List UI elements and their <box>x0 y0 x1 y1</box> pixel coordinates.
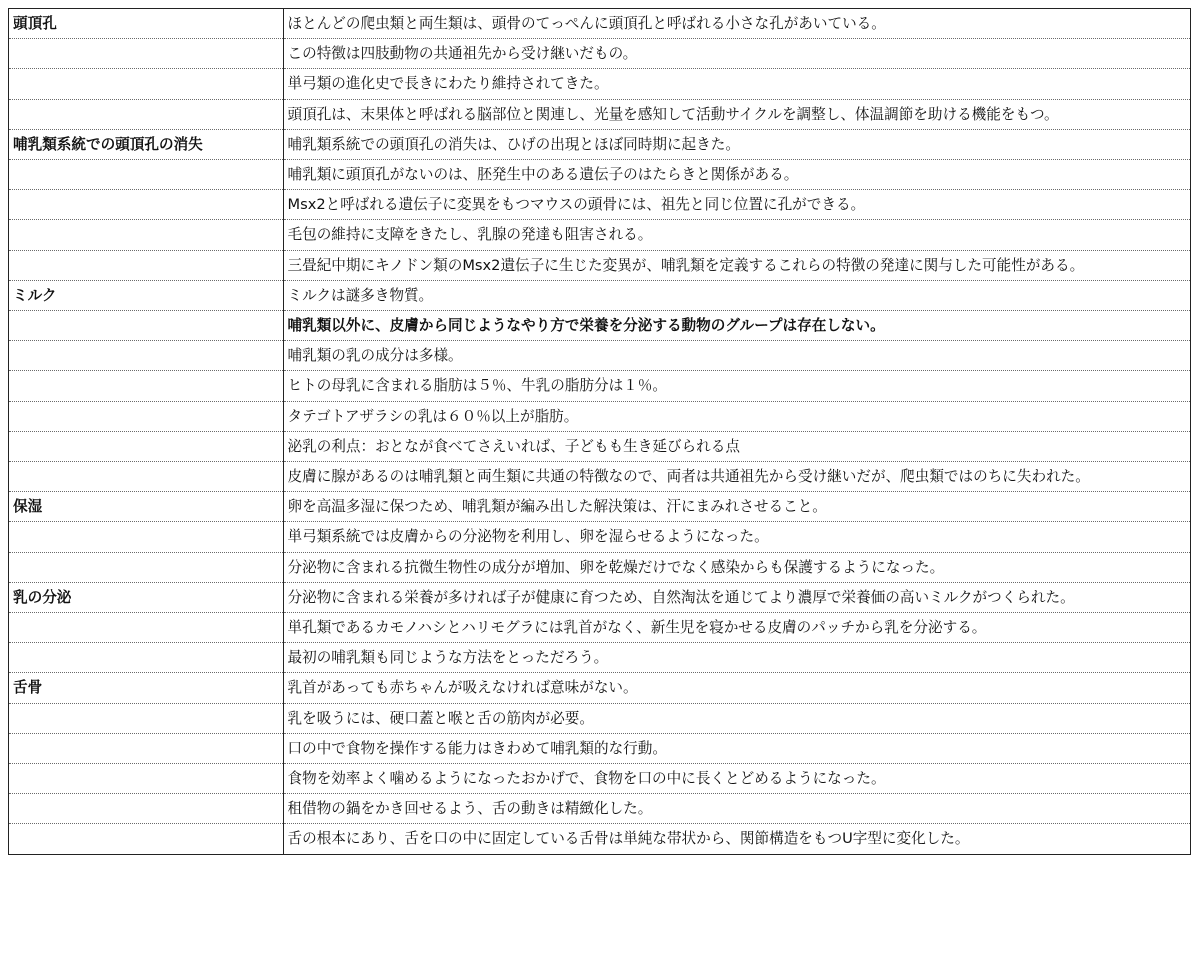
note-cell: 泌乳の利点：おとなが食べてさえいれば、子どもも生き延びられる点 <box>283 431 1190 461</box>
topic-cell <box>9 371 283 401</box>
note-cell: 頭頂孔は、末果体と呼ばれる脳部位と関連し、光量を感知して活動サイクルを調整し、体温調節を助ける機能をもつ。 <box>283 99 1190 129</box>
topic-cell <box>9 794 283 824</box>
topic-cell <box>9 311 283 341</box>
note-cell: タテゴトアザラシの乳は６０％以上が脂肪。 <box>283 401 1190 431</box>
table-row <box>9 794 1190 824</box>
table-row <box>9 9 1190 39</box>
notes-sheet <box>8 8 1191 855</box>
topic-cell <box>9 69 283 99</box>
note-cell: 皮膚に腺があるのは哺乳類と両生類に共通の特徴なので、両者は共通祖先から受け継いだが、爬虫類ではのちに失われた。 <box>283 462 1190 492</box>
table-row <box>9 552 1190 582</box>
note-cell: 食物を効率よく噛めるようになったおかげで、食物を口の中に長くとどめるようになった。 <box>283 764 1190 794</box>
note-cell: 舌の根本にあり、舌を口の中に固定している舌骨は単純な帯状から、関節構造をもつU字型に変化した。 <box>287 830 970 848</box>
table-row <box>9 703 1190 733</box>
note-cell: 卵を高温多湿に保つため、哺乳類が編み出した解決策は、汗にまみれさせること。 <box>283 492 1190 522</box>
topic-cell: 乳の分泌 <box>9 582 283 612</box>
topic-cell <box>9 39 283 69</box>
note-cell: Msx2と呼ばれる遺伝子に変異をもつマウスの頭骨には、祖先と同じ位置に孔ができる。 <box>283 190 1190 220</box>
note-cell: 毛包の維持に支障をきたし、乳腺の発達も阻害される。 <box>283 220 1190 250</box>
topic-cell: 保湿 <box>9 492 283 522</box>
table-row <box>9 431 1190 461</box>
note-cell: 乳を吸うには、硬口蓋と喉と舌の筋肉が必要。 <box>283 703 1190 733</box>
notes-table <box>9 9 1190 854</box>
topic-cell <box>9 643 283 673</box>
topic-cell <box>9 522 283 552</box>
note-cell: 哺乳類の乳の成分は多様。 <box>283 341 1190 371</box>
note-cell: 哺乳類以外に、皮膚から同じようなやり方で栄養を分泌する動物のグループは存在しない。 <box>283 311 1190 341</box>
table-row <box>9 764 1190 794</box>
topic-cell <box>9 220 283 250</box>
note-cell: 口の中で食物を操作する能力はきわめて哺乳類的な行動。 <box>283 733 1190 763</box>
table-row <box>9 250 1190 280</box>
topic-cell <box>9 160 283 190</box>
note-cell: ほとんどの爬虫類と両生類は、頭骨のてっぺんに頭頂孔と呼ばれる小さな孔があいている。 <box>283 9 1190 39</box>
table-row <box>9 462 1190 492</box>
table-row <box>9 522 1190 552</box>
note-cell: 哺乳類系統での頭頂孔の消失は、ひげの出現とほぼ同時期に起きた。 <box>283 129 1190 159</box>
table-row <box>9 99 1190 129</box>
note-cell: ヒトの母乳に含まれる脂肪は５％、牛乳の脂肪分は１％。 <box>283 371 1190 401</box>
note-cell: ミルクは謎多き物質。 <box>283 280 1190 310</box>
topic-cell: 舌骨 <box>9 673 283 703</box>
table-row <box>9 69 1190 99</box>
note-cell: この特徴は四肢動物の共通祖先から受け継いだもの。 <box>283 39 1190 69</box>
table-row <box>9 401 1190 431</box>
table-row <box>9 582 1190 612</box>
topic-cell <box>9 613 283 643</box>
topic-cell <box>9 431 283 461</box>
topic-cell: 頭頂孔 <box>9 9 283 39</box>
topic-cell <box>9 703 283 733</box>
note-cell: 三畳紀中期にキノドン類のMsx2遺伝子に生じた変異が、哺乳類を定義するこれらの特徴の発達に関与した可能性がある。 <box>283 250 1190 280</box>
table-row <box>9 673 1190 703</box>
table-row <box>9 129 1190 159</box>
topic-cell <box>9 99 283 129</box>
table-row <box>9 220 1190 250</box>
table-row <box>9 643 1190 673</box>
table-row <box>9 492 1190 522</box>
topic-cell <box>9 190 283 220</box>
note-cell: 単孔類であるカモノハシとハリモグラには乳首がなく、新生児を寝かせる皮膚のパッチから乳を分泌する。 <box>283 613 1190 643</box>
topic-cell <box>9 341 283 371</box>
table-row <box>9 160 1190 190</box>
table-row <box>9 280 1190 310</box>
note-cell: 乳首があっても赤ちゃんが吸えなければ意味がない。 <box>283 673 1190 703</box>
table-row <box>9 341 1190 371</box>
note-cell: 最初の哺乳類も同じような方法をとっただろう。 <box>283 643 1190 673</box>
topic-cell: 哺乳類系統での頭頂孔の消失 <box>9 129 283 159</box>
topic-cell <box>9 824 283 854</box>
table-row <box>9 613 1190 643</box>
note-cell: 哺乳類に頭頂孔がないのは、胚発生中のある遺伝子のはたらきと関係がある。 <box>283 160 1190 190</box>
note-cell: 分泌物に含まれる栄養が多ければ子が健康に育つため、自然淘汰を通じてより濃厚で栄養価の高いミルクがつくられた。 <box>283 582 1190 612</box>
table-row <box>9 733 1190 763</box>
topic-cell: ミルク <box>9 280 283 310</box>
note-cell: 単弓類の進化史で長きにわたり維持されてきた。 <box>283 69 1190 99</box>
topic-cell <box>9 401 283 431</box>
table-row <box>9 371 1190 401</box>
table-row <box>9 39 1190 69</box>
topic-cell <box>9 250 283 280</box>
topic-cell <box>9 552 283 582</box>
note-cell: 租借物の鍋をかき回せるよう、舌の動きは精緻化した。 <box>283 794 1190 824</box>
notes-table-body <box>9 9 1190 854</box>
note-cell: 分泌物に含まれる抗微生物性の成分が増加、卵を乾燥だけでなく感染からも保護するようになった。 <box>283 552 1190 582</box>
table-row <box>9 824 1190 854</box>
table-row <box>9 190 1190 220</box>
table-row <box>9 311 1190 341</box>
topic-cell <box>9 764 283 794</box>
topic-cell <box>9 733 283 763</box>
note-cell: 単弓類系統では皮膚からの分泌物を利用し、卵を湿らせるようになった。 <box>283 522 1190 552</box>
topic-cell <box>9 462 283 492</box>
